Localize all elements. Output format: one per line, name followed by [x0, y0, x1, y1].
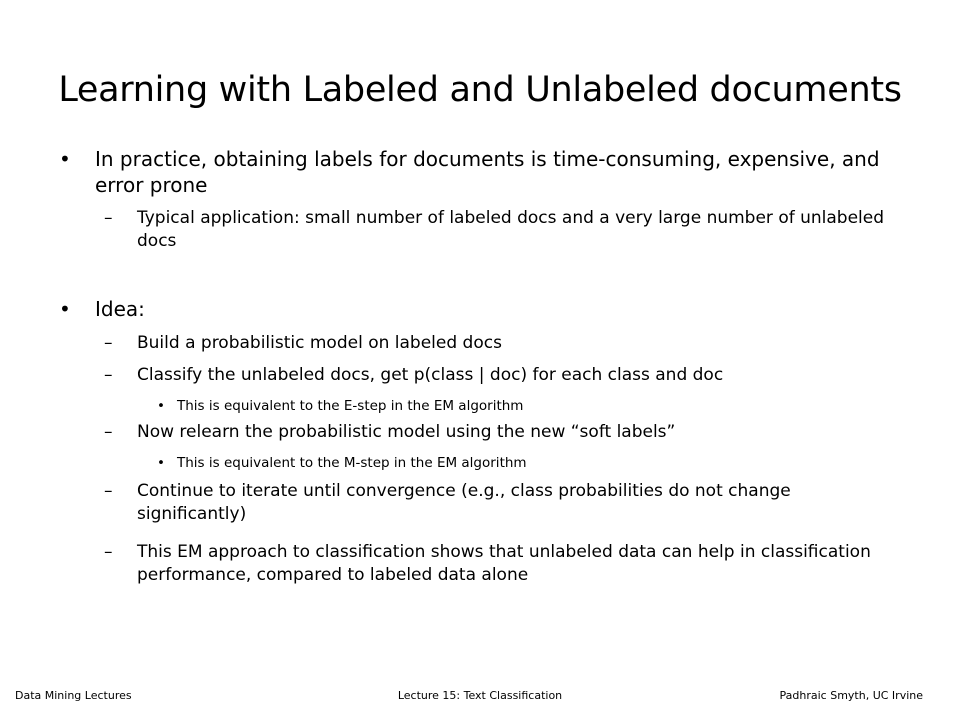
- bullet-practice: [59, 146, 895, 198]
- footer-course: Data Mining Lectures: [15, 689, 132, 702]
- footer-author: Padhraic Smyth, UC Irvine: [779, 689, 923, 702]
- dash-marker: –: [104, 208, 113, 228]
- sub-bullet-typical-application: [104, 207, 897, 253]
- sub-bullet-text: Classify the unlabeled docs, get p(class | doc) for each class and doc: [137, 365, 724, 385]
- note-e-step: [157, 397, 897, 415]
- sub-bullet-build-model: [104, 332, 897, 355]
- footer-lecture: Lecture 15: Text Classification: [397, 689, 563, 702]
- sub-bullet-text: This EM approach to classification shows that unlabeled data can help in classification performance, compared to labeled data alone: [137, 542, 871, 585]
- note-m-step: [157, 454, 897, 472]
- sub-bullet-text: Continue to iterate until convergence (e.g., class probabilities do not change significantly): [137, 481, 791, 524]
- bullet-marker: •: [157, 455, 165, 471]
- note-text: This is equivalent to the M-step in the EM algorithm: [177, 455, 527, 471]
- bullet-marker: •: [59, 147, 71, 171]
- sub-bullet-text: Typical application: small number of labeled docs and a very large number of unlabeled docs: [137, 208, 885, 251]
- sub-bullet-text: Now relearn the probabilistic model using the new “soft labels”: [137, 422, 676, 442]
- bullet-text: In practice, obtaining labels for documents is time-consuming, expensive, and error prone: [95, 147, 880, 197]
- dash-marker: –: [104, 365, 113, 385]
- bullet-marker: •: [59, 297, 71, 321]
- sub-bullet-text: Build a probabilistic model on labeled docs: [137, 333, 502, 353]
- dash-marker: –: [104, 481, 113, 501]
- note-text: This is equivalent to the E-step in the EM algorithm: [177, 398, 524, 414]
- sub-bullet-iterate: [104, 480, 897, 526]
- sub-bullet-relearn: [104, 421, 897, 444]
- bullet-idea: [59, 296, 895, 322]
- bullet-marker: •: [157, 398, 165, 414]
- dash-marker: –: [104, 333, 113, 353]
- sub-bullet-em-approach: [104, 541, 897, 587]
- dash-marker: –: [104, 542, 113, 562]
- bullet-text: Idea:: [95, 297, 145, 321]
- dash-marker: –: [104, 422, 113, 442]
- slide-title: Learning with Labeled and Unlabeled documents: [58, 70, 902, 110]
- sub-bullet-classify: [104, 364, 897, 387]
